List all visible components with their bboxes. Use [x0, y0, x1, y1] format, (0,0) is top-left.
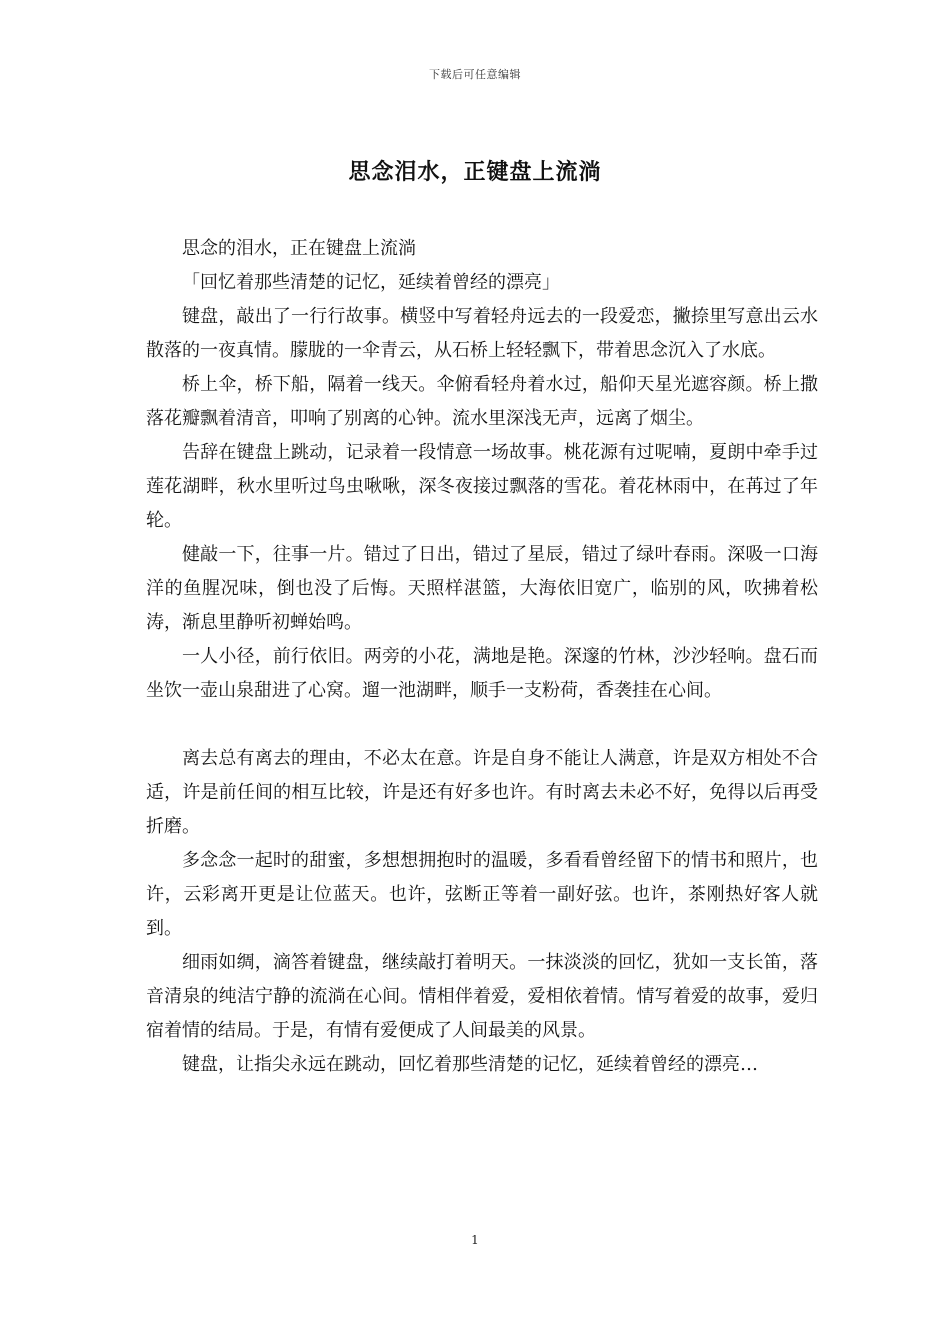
blank-line: [146, 708, 818, 742]
paragraph: 健敲一下，往事一片。错过了日出，错过了星辰，错过了绿叶春雨。深吸一口海洋的鱼腥况味，倒也没了后悔。天照样湛篮，大海依旧宽广，临别的风，吹拂着松涛，渐息里静听初蝉始鸣。: [146, 544, 818, 633]
paragraph: 键盘，敲出了一行行故事。横竖中写着轻舟远去的一段爱恋，撇捺里写意出云水散落的一夜真情。朦胧的一伞青云，从石桥上轻轻飘下，带着思念沉入了水底。: [146, 306, 818, 361]
paragraph: 多念念一起时的甜蜜，多想想拥抱时的温暖，多看看曾经留下的情书和照片，也许，云彩离开更是让位蓝天。也许，弦断正等着一副好弦。也许，茶刚热好客人就到。: [146, 850, 818, 939]
document-body: [146, 232, 818, 1082]
paragraph: 一人小径，前行依旧。两旁的小花，满地是艳。深邃的竹林，沙沙轻响。盘石而坐饮一壶山泉甜进了心窝。遛一池湖畔，顺手一支粉荷，香袭挂在心间。: [146, 646, 818, 701]
header-note: 下载后可任意编辑: [429, 68, 521, 81]
paragraph: 细雨如绸，滴答着键盘，继续敲打着明天。一抹淡淡的回忆，犹如一支长笛，落音清泉的纯洁宁静的流淌在心间。情相伴着爱，爱相依着情。情写着爱的故事，爱归宿着情的结局。于是，有情有爱便成了人间最美的风景。: [146, 952, 818, 1041]
paragraph: 思念的泪水，正在键盘上流淌: [182, 238, 416, 259]
paragraph: 键盘，让指尖永远在跳动，回忆着那些清楚的记忆，延续着曾经的漂亮…: [182, 1054, 758, 1075]
paragraph: 离去总有离去的理由，不必太在意。许是自身不能让人满意，许是双方相处不合适，许是前任间的相互比较，许是还有好多也许。有时离去未必不好，免得以后再受折磨。: [146, 748, 818, 837]
paragraph: 告辞在键盘上跳动，记录着一段情意一场故事。桃花源有过呢喃，夏朗中牵手过莲花湖畔，秋水里听过鸟虫啾啾，深冬夜接过飘落的雪花。着花林雨中，在苒过了年轮。: [146, 442, 818, 531]
page-title: 思念泪水，正键盘上流淌: [348, 160, 602, 185]
paragraph: 桥上伞，桥下船，隔着一线天。伞俯看轻舟着水过，船仰天星光遮容颜。桥上撒落花瓣飘着清音，叩响了别离的心钟。流水里深浅无声，远离了烟尘。: [146, 374, 818, 429]
page-number: 1: [471, 1233, 479, 1247]
paragraph: 「回忆着那些清楚的记忆，延续着曾经的漂亮」: [182, 272, 560, 293]
